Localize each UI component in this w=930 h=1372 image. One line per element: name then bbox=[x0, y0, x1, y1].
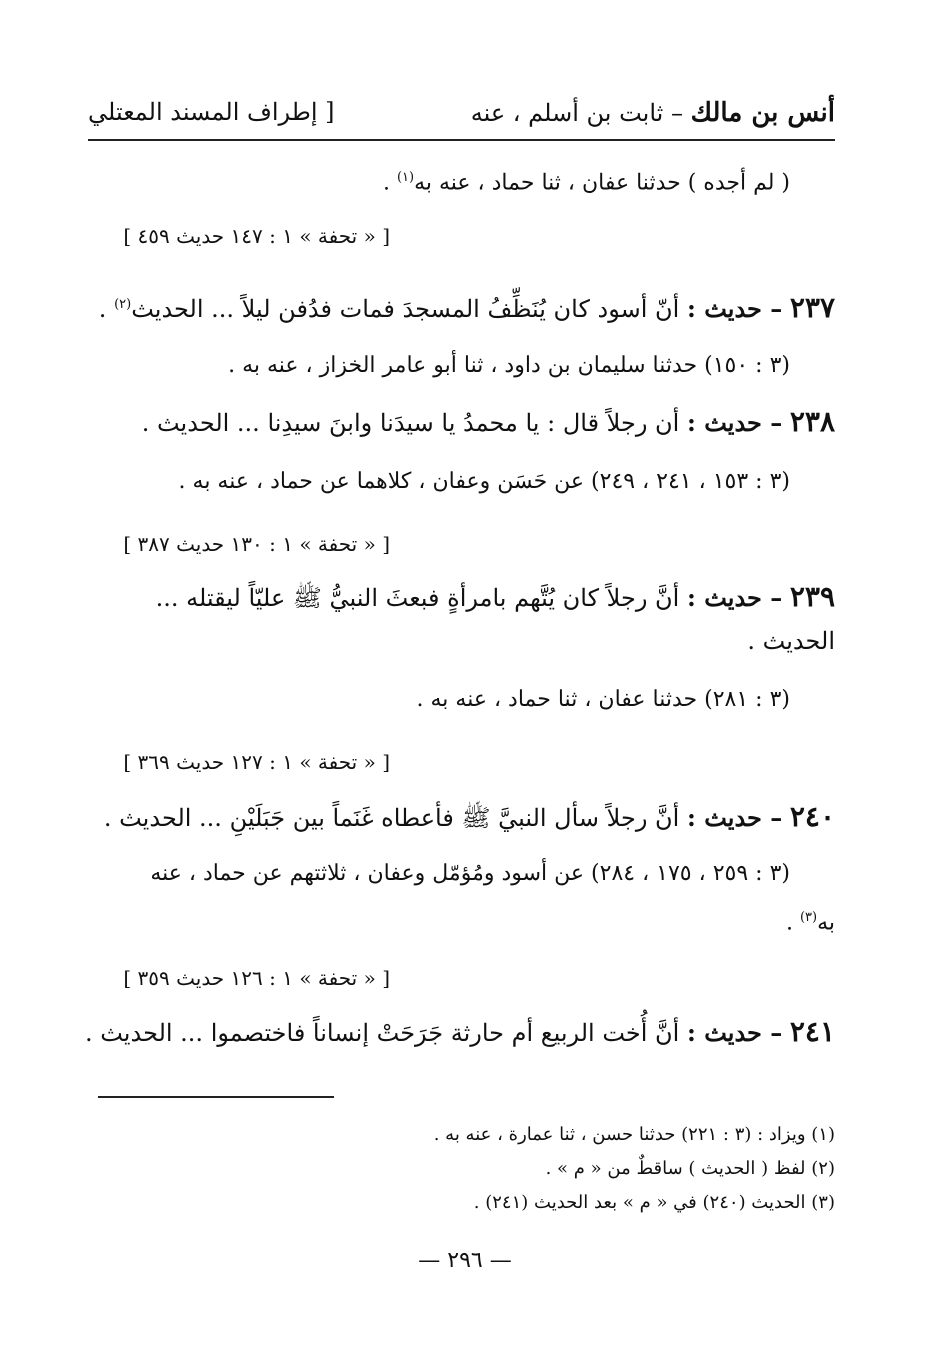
footnote: (٢) لفظ ( الحديث ) ساقطٌ من « م » . bbox=[545, 1158, 835, 1179]
footnote-rule bbox=[98, 1096, 334, 1098]
hadith-keyword: – حديث : bbox=[686, 408, 783, 437]
hadith-keyword: – حديث : bbox=[686, 583, 783, 612]
hadith-number: ٢٣٧ bbox=[789, 291, 835, 324]
hadith-number: ٢٣٨ bbox=[789, 405, 835, 438]
header-book-name: [ إطراف المسند المعتلي bbox=[88, 98, 335, 126]
hadith-text: أنَّ رجلاً كان يُتَّهم بامرأةٍ فبعثَ النبيُّ ﷺ عليّاً ليقتله ... bbox=[155, 584, 680, 612]
hadith-entry bbox=[88, 402, 835, 443]
isnad-line: (٣ : ٢٥٩ ، ١٧٥ ، ٢٨٤) عن أسود ومُؤمّل وعفان ، ثلاثتهم عن حماد ، عنه bbox=[150, 861, 790, 886]
isnad-line: (٣ : ٢٨١) حدثنا عفان ، ثنا حماد ، عنه به . bbox=[416, 687, 790, 712]
header-title-name: أنس بن مالك bbox=[690, 98, 835, 128]
hadith-keyword: – حديث : bbox=[686, 803, 783, 832]
hadith-entry bbox=[88, 577, 835, 618]
header-title bbox=[471, 98, 835, 128]
running-header bbox=[88, 98, 835, 138]
hadith-number: ٢٤١ bbox=[789, 1015, 835, 1048]
hadith-number: ٢٣٩ bbox=[789, 580, 835, 613]
footnote-marker: (٣) bbox=[799, 910, 818, 925]
footnote: (٣) الحديث (٢٤٠) في « م » بعد الحديث (٢٤١) . bbox=[473, 1192, 835, 1213]
isnad-line-continued: به$^{(٣)}$ . bbox=[785, 910, 835, 936]
hadith-text: أنَّ رجلاً سأل النبيَّ ﷺ فأعطاه غَنَماً بين جَبَلَيْنِ ... الحديث . bbox=[103, 804, 680, 832]
tuhfa-reference: [ « تحفة » ١ : ١٤٧ حديث ٤٥٩ ] bbox=[123, 224, 390, 248]
tuhfa-reference: [ « تحفة » ١ : ١٣٠ حديث ٣٨٧ ] bbox=[123, 532, 390, 556]
isnad-line: (٣ : ١٥٣ ، ٢٤١ ، ٢٤٩) عن حَسَن وعفان ، كلاهما عن حماد ، عنه به . bbox=[178, 469, 790, 494]
hadith-entry bbox=[84, 1012, 835, 1053]
text-line: ( لم أجده ) حدثنا عفان ، ثنا حماد ، عنه به$^{(١)}$ . bbox=[382, 170, 790, 196]
hadith-entry: ٢٣٧ – حديث : أنّ أسود كان يُنَظِّفُ المسجدَ فمات فدُفن ليلاً ... الحديث$^{(٢)}$ . bbox=[98, 291, 835, 324]
hadith-number: ٢٤٠ bbox=[789, 800, 835, 833]
footnote: (١) ويزاد : (٣ : ٢٢١) حدثنا حسن ، ثنا عمارة ، عنه به . bbox=[433, 1124, 835, 1145]
tuhfa-reference: [ « تحفة » ١ : ١٢٧ حديث ٣٦٩ ] bbox=[123, 750, 390, 774]
header-rule bbox=[88, 139, 835, 141]
hadith-text: أنَّ أُخت الربيع أم حارثة جَرَحَتْ إنساناً فاختصموا ... الحديث . bbox=[84, 1019, 680, 1047]
hadith-text: أن رجلاً قال : يا محمدُ يا سيدَنا وابنَ سيدِنا ... الحديث . bbox=[141, 409, 680, 437]
header-title-rest: – ثابت بن أسلم ، عنه bbox=[470, 99, 683, 127]
page-number: — ٢٩٦ — bbox=[418, 1248, 512, 1273]
hadith-text: أنّ أسود كان يُنَظِّفُ المسجدَ فمات فدُفن ليلاً ... الحديث bbox=[131, 295, 680, 323]
footnote-marker: (٢) bbox=[114, 297, 132, 312]
footnote-marker: (١) bbox=[396, 170, 415, 185]
hadith-keyword: – حديث : bbox=[686, 294, 783, 323]
hadith-text-continued: الحديث . bbox=[747, 627, 835, 655]
hadith-entry bbox=[88, 797, 835, 838]
hadith-keyword: – حديث : bbox=[686, 1018, 783, 1047]
isnad-line: (٣ : ١٥٠) حدثنا سليمان بن داود ، ثنا أبو عامر الخزاز ، عنه به . bbox=[228, 353, 790, 378]
tuhfa-reference: [ « تحفة » ١ : ١٢٦ حديث ٣٥٩ ] bbox=[123, 966, 390, 990]
